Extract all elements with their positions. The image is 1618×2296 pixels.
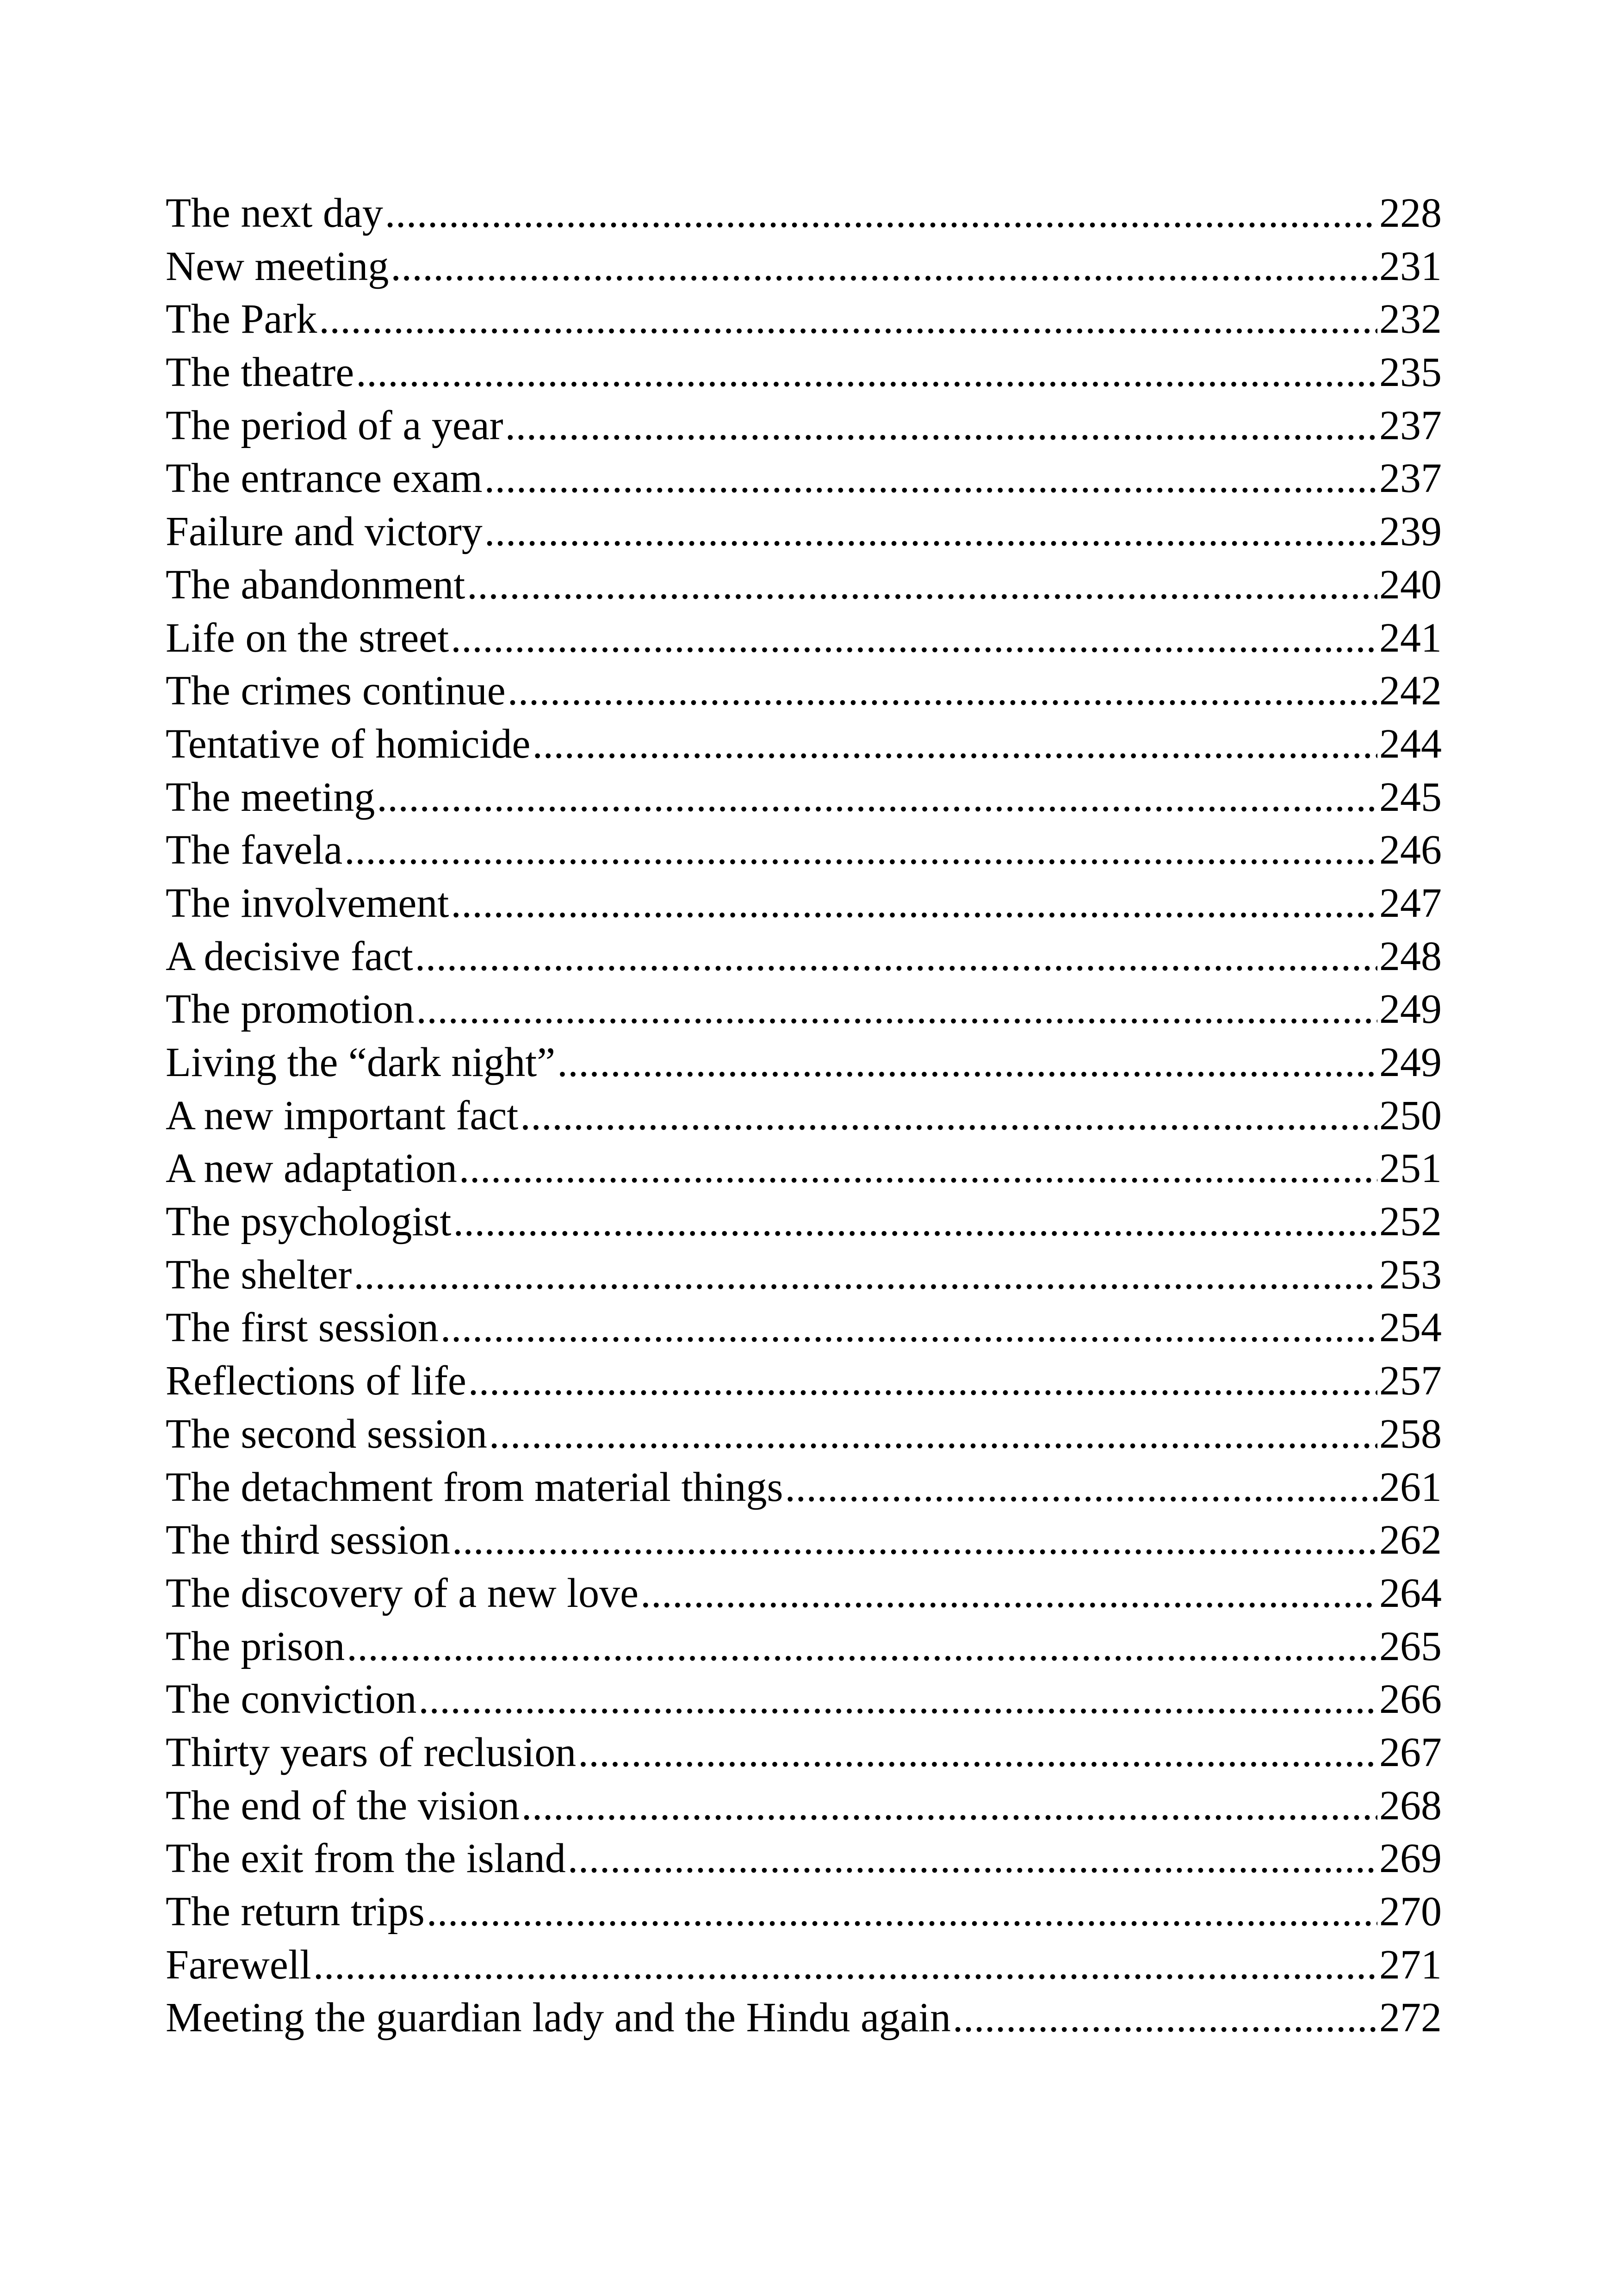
table-of-contents (166, 187, 1442, 2045)
toc-entry-page-number: 258 (1379, 1411, 1442, 1457)
toc-entry (166, 187, 1442, 240)
toc-entry-page-number: 265 (1379, 1623, 1442, 1669)
dot-leader (465, 559, 1377, 612)
dot-leader (951, 1991, 1377, 2045)
toc-entry-page-number: 242 (1379, 668, 1442, 714)
toc-entry (166, 1620, 1442, 1674)
toc-entry-page-number: 252 (1379, 1199, 1442, 1245)
toc-entry-page-number: 249 (1379, 1039, 1442, 1085)
toc-entry (166, 1408, 1442, 1461)
toc-entry (166, 505, 1442, 559)
toc-entry-page-number: 232 (1379, 296, 1442, 342)
toc-entry (166, 1089, 1442, 1143)
dot-leader (487, 1408, 1377, 1461)
toc-entry (166, 1885, 1442, 1939)
dot-leader (345, 1620, 1377, 1674)
toc-entry (166, 399, 1442, 453)
dot-leader (383, 187, 1377, 240)
toc-entry-title: The discovery of a new love (166, 1570, 639, 1616)
toc-entry-page-number: 245 (1379, 774, 1442, 820)
dot-leader (576, 1726, 1377, 1780)
toc-entry-title: The theatre (166, 349, 354, 396)
toc-entry-title: The entrance exam (166, 455, 483, 502)
dot-leader (451, 1195, 1377, 1249)
toc-entry (166, 240, 1442, 293)
dot-leader (414, 983, 1377, 1036)
toc-entry (166, 1832, 1442, 1885)
toc-entry-title: Living the “dark night” (166, 1039, 556, 1085)
toc-entry-title: The second session (166, 1411, 487, 1457)
toc-entry (166, 1991, 1442, 2045)
toc-entry (166, 1939, 1442, 1992)
toc-entry-title: The return trips (166, 1889, 425, 1935)
toc-entry-title: Failure and victory (166, 509, 483, 555)
toc-entry-page-number: 262 (1379, 1517, 1442, 1563)
toc-entry-page-number: 266 (1379, 1676, 1442, 1723)
dot-leader (317, 293, 1377, 346)
dot-leader (639, 1567, 1377, 1620)
dot-leader (466, 1355, 1377, 1408)
dot-leader (352, 1249, 1377, 1302)
toc-entry-page-number: 257 (1379, 1358, 1442, 1404)
toc-entry-title: Meeting the guardian lady and the Hindu again (166, 1995, 951, 2041)
toc-entry-page-number: 269 (1379, 1836, 1442, 1882)
dot-leader (375, 771, 1377, 824)
toc-entry (166, 665, 1442, 718)
toc-entry-page-number: 271 (1379, 1941, 1442, 1988)
toc-entry-page-number: 268 (1379, 1782, 1442, 1829)
toc-entry-title: The period of a year (166, 402, 503, 448)
dot-leader (450, 1514, 1377, 1567)
toc-entry (166, 1726, 1442, 1780)
toc-entry-title: Thirty years of reclusion (166, 1729, 577, 1775)
toc-entry (166, 983, 1442, 1036)
toc-entry (166, 346, 1442, 399)
toc-entry-title: A new adaptation (166, 1145, 457, 1192)
dot-leader (416, 1673, 1377, 1726)
toc-entry-page-number: 231 (1379, 243, 1442, 289)
toc-entry-page-number: 241 (1379, 615, 1442, 661)
toc-entry-title: The abandonment (166, 561, 465, 608)
toc-entry-page-number: 239 (1379, 509, 1442, 555)
toc-entry (166, 771, 1442, 824)
toc-entry-page-number: 254 (1379, 1305, 1442, 1351)
toc-entry-page-number: 246 (1379, 827, 1442, 873)
toc-entry-page-number: 237 (1379, 455, 1442, 502)
toc-entry (166, 1142, 1442, 1195)
toc-entry-title: The crimes continue (166, 668, 506, 714)
toc-entry-title: The end of the vision (166, 1782, 520, 1829)
toc-entry (166, 1780, 1442, 1833)
dot-leader (311, 1939, 1377, 1992)
toc-entry-title: The shelter (166, 1251, 352, 1298)
toc-entry-page-number: 235 (1379, 349, 1442, 396)
dot-leader (506, 665, 1377, 718)
toc-entry (166, 930, 1442, 983)
toc-entry (166, 877, 1442, 930)
dot-leader (449, 877, 1377, 930)
toc-entry-page-number: 272 (1379, 1995, 1442, 2041)
toc-entry-page-number: 237 (1379, 402, 1442, 448)
dot-leader (413, 930, 1377, 983)
dot-leader (530, 718, 1377, 771)
toc-entry (166, 452, 1442, 505)
toc-entry-title: The Park (166, 296, 317, 342)
toc-entry (166, 559, 1442, 612)
toc-entry-title: Reflections of life (166, 1358, 466, 1404)
toc-entry (166, 1514, 1442, 1567)
dot-leader (503, 399, 1377, 453)
toc-entry (166, 1461, 1442, 1514)
toc-entry-title: The prison (166, 1623, 345, 1669)
dot-leader (354, 346, 1377, 399)
toc-entry-page-number: 244 (1379, 721, 1442, 767)
dot-leader (483, 505, 1377, 559)
dot-leader (439, 1301, 1377, 1355)
toc-entry-page-number: 267 (1379, 1729, 1442, 1775)
toc-entry-title: The favela (166, 827, 343, 873)
toc-entry-page-number: 247 (1379, 880, 1442, 926)
toc-entry (166, 612, 1442, 665)
toc-entry-title: The psychologist (166, 1199, 452, 1245)
toc-entry (166, 1036, 1442, 1089)
toc-entry (166, 293, 1442, 346)
dot-leader (566, 1832, 1377, 1885)
toc-entry-title: The detachment from material things (166, 1464, 783, 1510)
toc-entry (166, 1355, 1442, 1408)
toc-entry-title: The next day (166, 190, 383, 236)
toc-entry-title: The promotion (166, 986, 415, 1033)
toc-entry (166, 1567, 1442, 1620)
toc-entry-title: New meeting (166, 243, 389, 289)
toc-entry (166, 1195, 1442, 1249)
dot-leader (457, 1142, 1377, 1195)
toc-entry-title: The first session (166, 1305, 439, 1351)
toc-entry-title: The meeting (166, 774, 375, 820)
toc-entry-page-number: 270 (1379, 1889, 1442, 1935)
dot-leader (342, 824, 1377, 877)
toc-entry-page-number: 249 (1379, 986, 1442, 1033)
toc-entry (166, 718, 1442, 771)
toc-entry-page-number: 261 (1379, 1464, 1442, 1510)
dot-leader (555, 1036, 1377, 1089)
toc-entry-title: The exit from the island (166, 1836, 566, 1882)
dot-leader (449, 612, 1377, 665)
toc-entry-page-number: 240 (1379, 561, 1442, 608)
toc-entry-page-number: 253 (1379, 1251, 1442, 1298)
toc-entry-page-number: 250 (1379, 1092, 1442, 1139)
dot-leader (518, 1089, 1377, 1143)
dot-leader (389, 240, 1377, 293)
toc-entry (166, 824, 1442, 877)
toc-entry-title: Life on the street (166, 615, 449, 661)
toc-entry-title: The third session (166, 1517, 450, 1563)
toc-entry-title: Tentative of homicide (166, 721, 531, 767)
toc-entry (166, 1249, 1442, 1302)
dot-leader (425, 1885, 1377, 1939)
toc-entry-title: A new important fact (166, 1092, 519, 1139)
toc-entry-page-number: 251 (1379, 1145, 1442, 1192)
toc-entry-title: The conviction (166, 1676, 417, 1723)
toc-entry (166, 1301, 1442, 1355)
dot-leader (783, 1461, 1377, 1514)
toc-entry-page-number: 248 (1379, 933, 1442, 979)
toc-entry-title: A decisive fact (166, 933, 413, 979)
toc-entry-page-number: 228 (1379, 190, 1442, 236)
toc-entry-title: Farewell (166, 1941, 311, 1988)
toc-entry-page-number: 264 (1379, 1570, 1442, 1616)
toc-entry (166, 1673, 1442, 1726)
toc-entry-title: The involvement (166, 880, 449, 926)
dot-leader (520, 1780, 1377, 1833)
dot-leader (483, 452, 1377, 505)
